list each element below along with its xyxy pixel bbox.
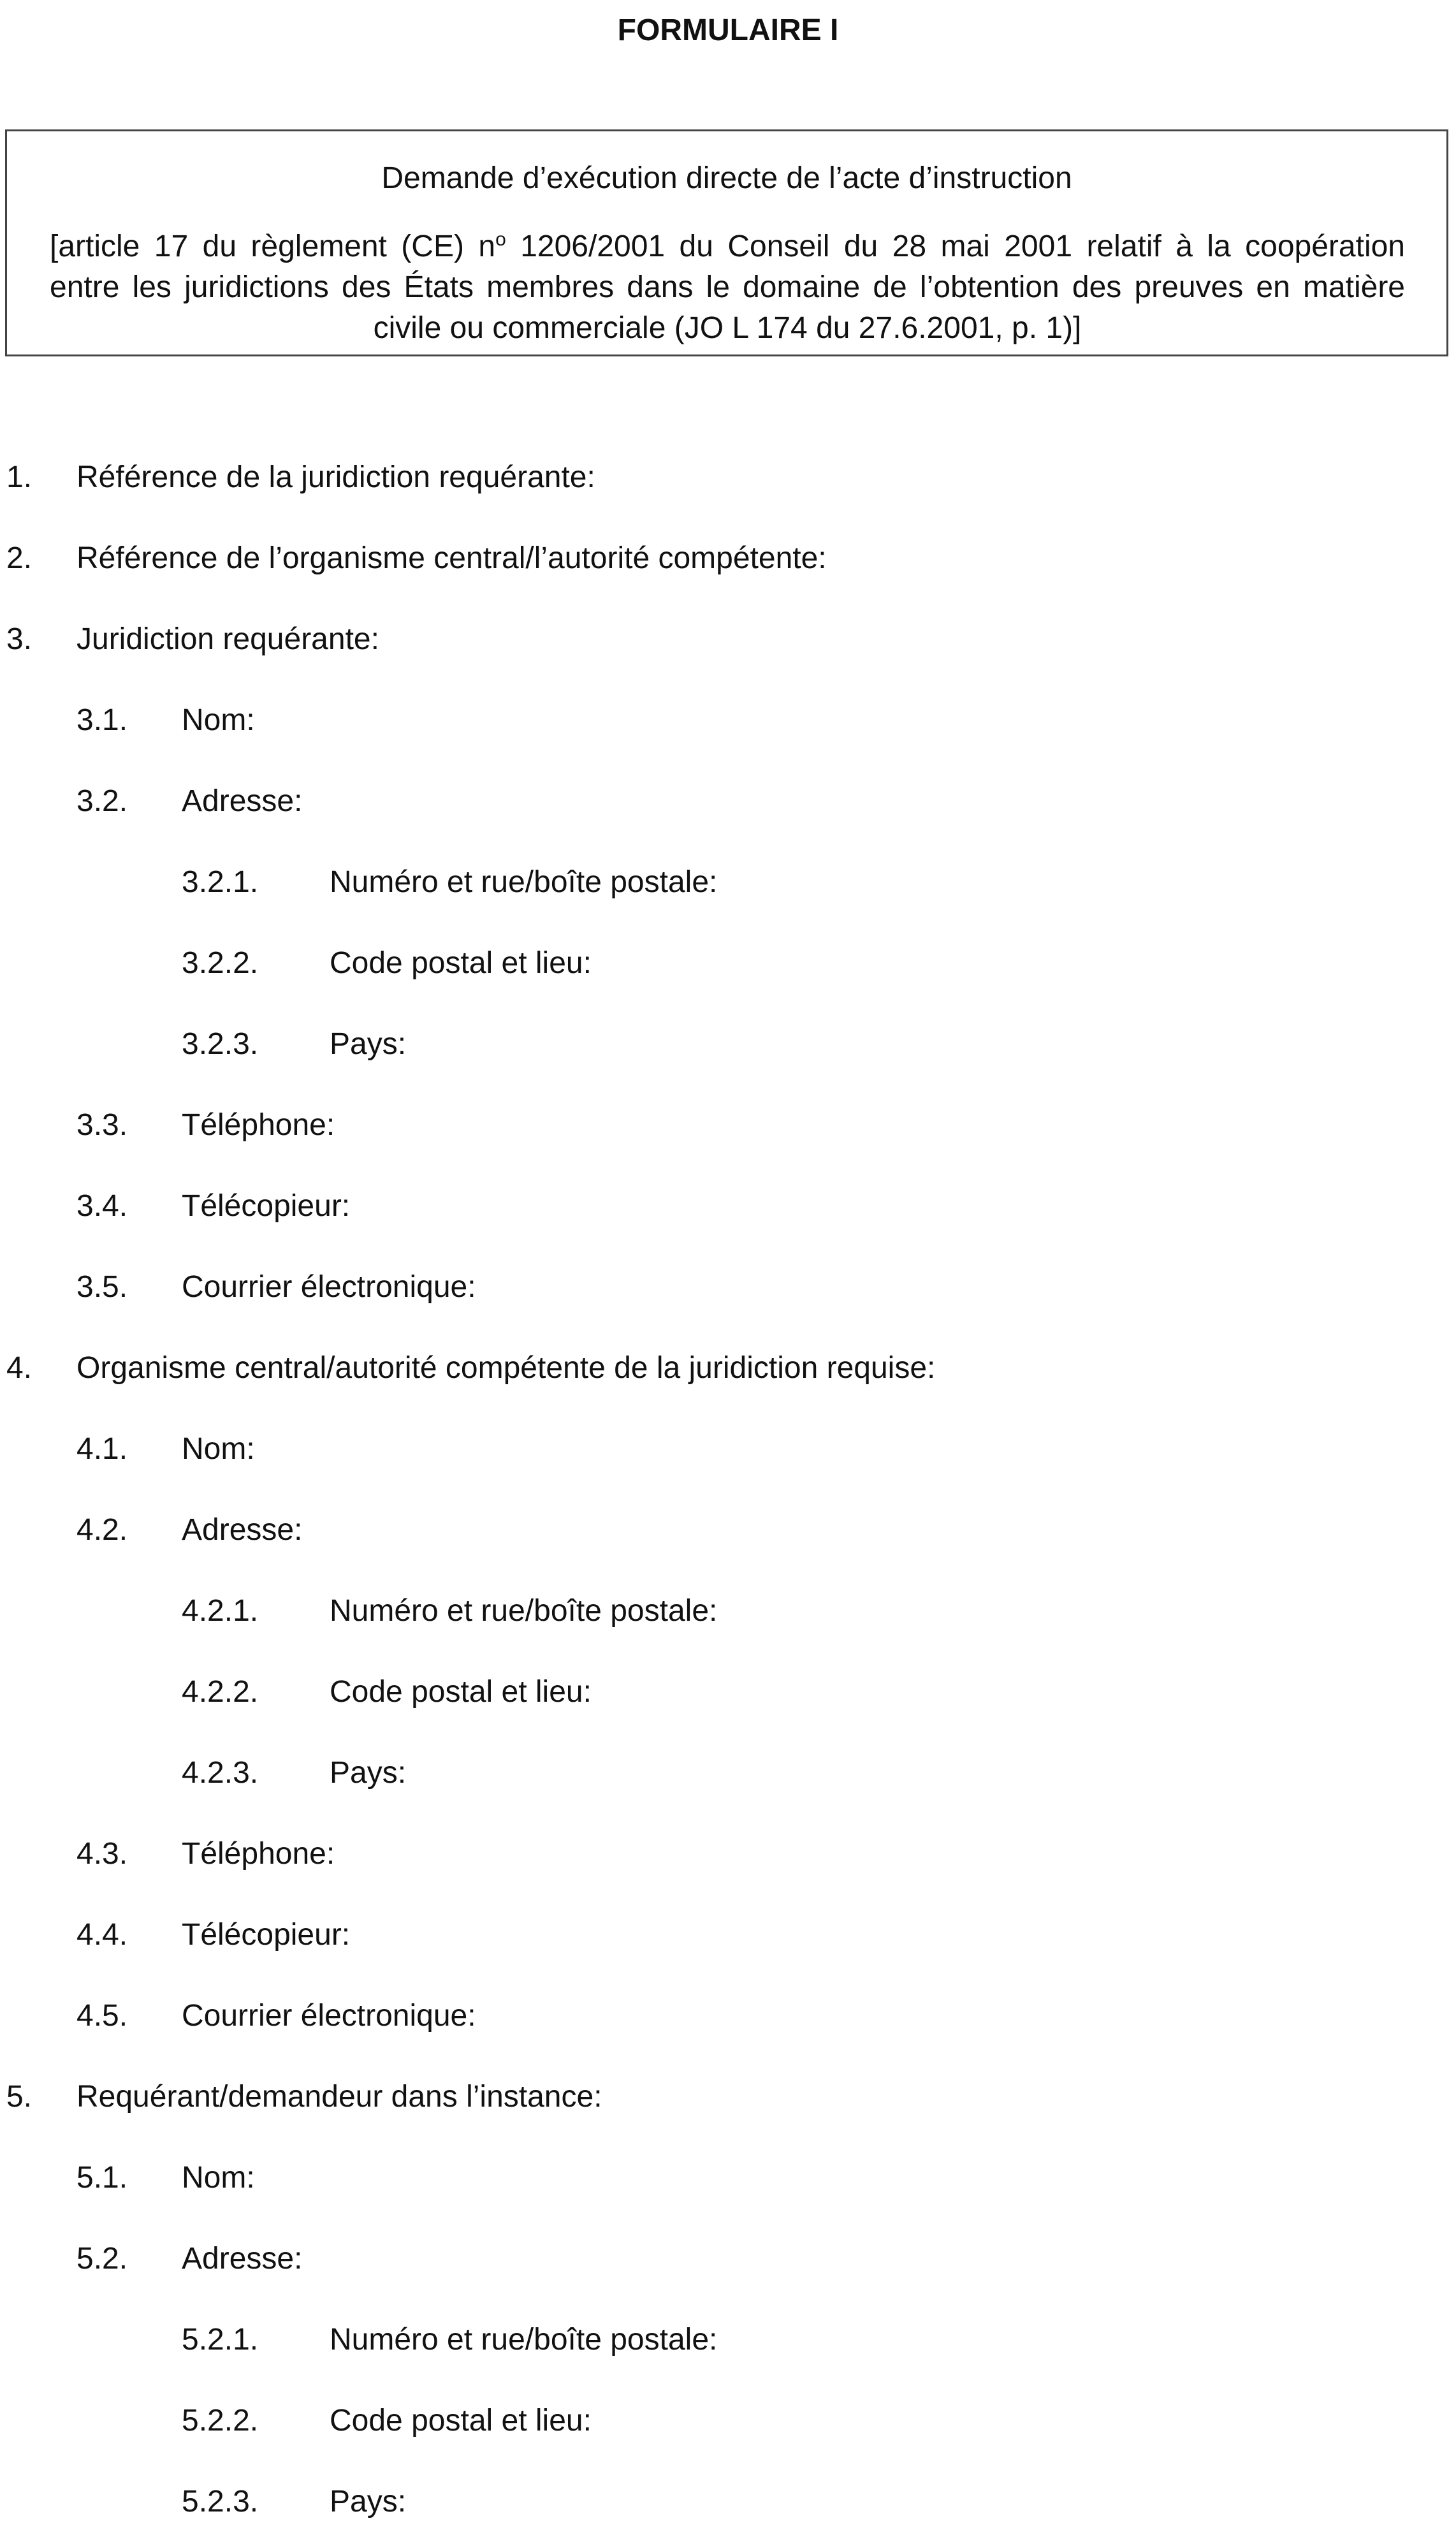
item-label: Télécopieur: (182, 1189, 351, 1223)
item-label: Juridiction requérante: (76, 622, 379, 656)
legal-reference-line-3: civile ou commerciale (JO L 174 du 27.6.2001, p. 1)] (373, 311, 1082, 345)
item-number: 3.4. (76, 1189, 128, 1223)
item-number: 1. (6, 460, 33, 494)
item-label: Pays: (330, 2485, 407, 2519)
item-label: Adresse: (182, 1513, 303, 1547)
item-label: Adresse: (182, 2242, 303, 2276)
item-number: 3.1. (76, 703, 128, 737)
form-title: FORMULAIRE I (617, 13, 839, 47)
item-label: Nom: (182, 1432, 255, 1466)
item-number: 4.1. (76, 1432, 128, 1466)
legal-reference-line-2: entre les juridictions des États membres dans le domaine de l’obtention des preuves en matière (50, 270, 1405, 304)
item-number: 3.5. (76, 1270, 128, 1304)
item-number: 4. (6, 1351, 33, 1385)
item-label: Référence de la juridiction requérante: (76, 460, 595, 494)
item-number: 3. (6, 622, 33, 656)
item-label: Téléphone: (182, 1837, 335, 1871)
item-label: Adresse: (182, 784, 303, 818)
item-number: 5.2.2. (182, 2404, 259, 2438)
item-number: 4.4. (76, 1918, 128, 1952)
item-label: Téléphone: (182, 1108, 335, 1142)
item-label: Requérant/demandeur dans l’instance: (76, 2080, 602, 2114)
item-label: Code postal et lieu: (330, 2404, 592, 2438)
item-number: 2. (6, 541, 33, 575)
item-label: Numéro et rue/boîte postale: (330, 1594, 718, 1628)
item-label: Pays: (330, 1756, 407, 1790)
legal-reference (50, 226, 1405, 349)
form-header-box (5, 129, 1448, 356)
item-number: 5.2. (76, 2242, 128, 2276)
item-label: Nom: (182, 703, 255, 737)
legal-reference-line-1-start: [article 17 du règlement (CE) n (50, 230, 496, 263)
item-number: 4.5. (76, 1999, 128, 2033)
item-label: Numéro et rue/boîte postale: (330, 865, 718, 899)
item-number: 3.2.2. (182, 946, 259, 980)
item-number: 3.3. (76, 1108, 128, 1142)
item-label: Code postal et lieu: (330, 1675, 592, 1709)
item-label: Code postal et lieu: (330, 946, 592, 980)
item-number: 4.2.3. (182, 1756, 259, 1790)
item-number: 3.2. (76, 784, 128, 818)
item-number: 3.2.1. (182, 865, 259, 899)
item-label: Pays: (330, 1027, 407, 1061)
item-label: Référence de l’organisme central/l’autorité compétente: (76, 541, 827, 575)
item-number: 4.3. (76, 1837, 128, 1871)
item-number: 4.2.1. (182, 1594, 259, 1628)
item-number: 4.2. (76, 1513, 128, 1547)
legal-reference-line-1-end: 1206/2001 du Conseil du 28 mai 2001 relatif à la coopération (506, 230, 1406, 263)
item-number: 5. (6, 2080, 33, 2114)
item-label: Télécopieur: (182, 1918, 351, 1952)
legal-reference-superscript: o (495, 229, 506, 250)
item-label: Courrier électronique: (182, 1999, 476, 2033)
item-label: Nom: (182, 2161, 255, 2195)
item-number: 5.2.1. (182, 2323, 259, 2357)
item-label: Organisme central/autorité compétente de la juridiction requise: (76, 1351, 936, 1385)
form-subtitle: Demande d’exécution directe de l’acte d’instruction (381, 161, 1072, 195)
item-number: 5.2.3. (182, 2485, 259, 2519)
item-number: 4.2.2. (182, 1675, 259, 1709)
item-number: 3.2.3. (182, 1027, 259, 1061)
item-label: Numéro et rue/boîte postale: (330, 2323, 718, 2357)
legal-reference-line-1 (50, 226, 1405, 267)
item-number: 5.1. (76, 2161, 128, 2195)
item-label: Courrier électronique: (182, 1270, 476, 1304)
